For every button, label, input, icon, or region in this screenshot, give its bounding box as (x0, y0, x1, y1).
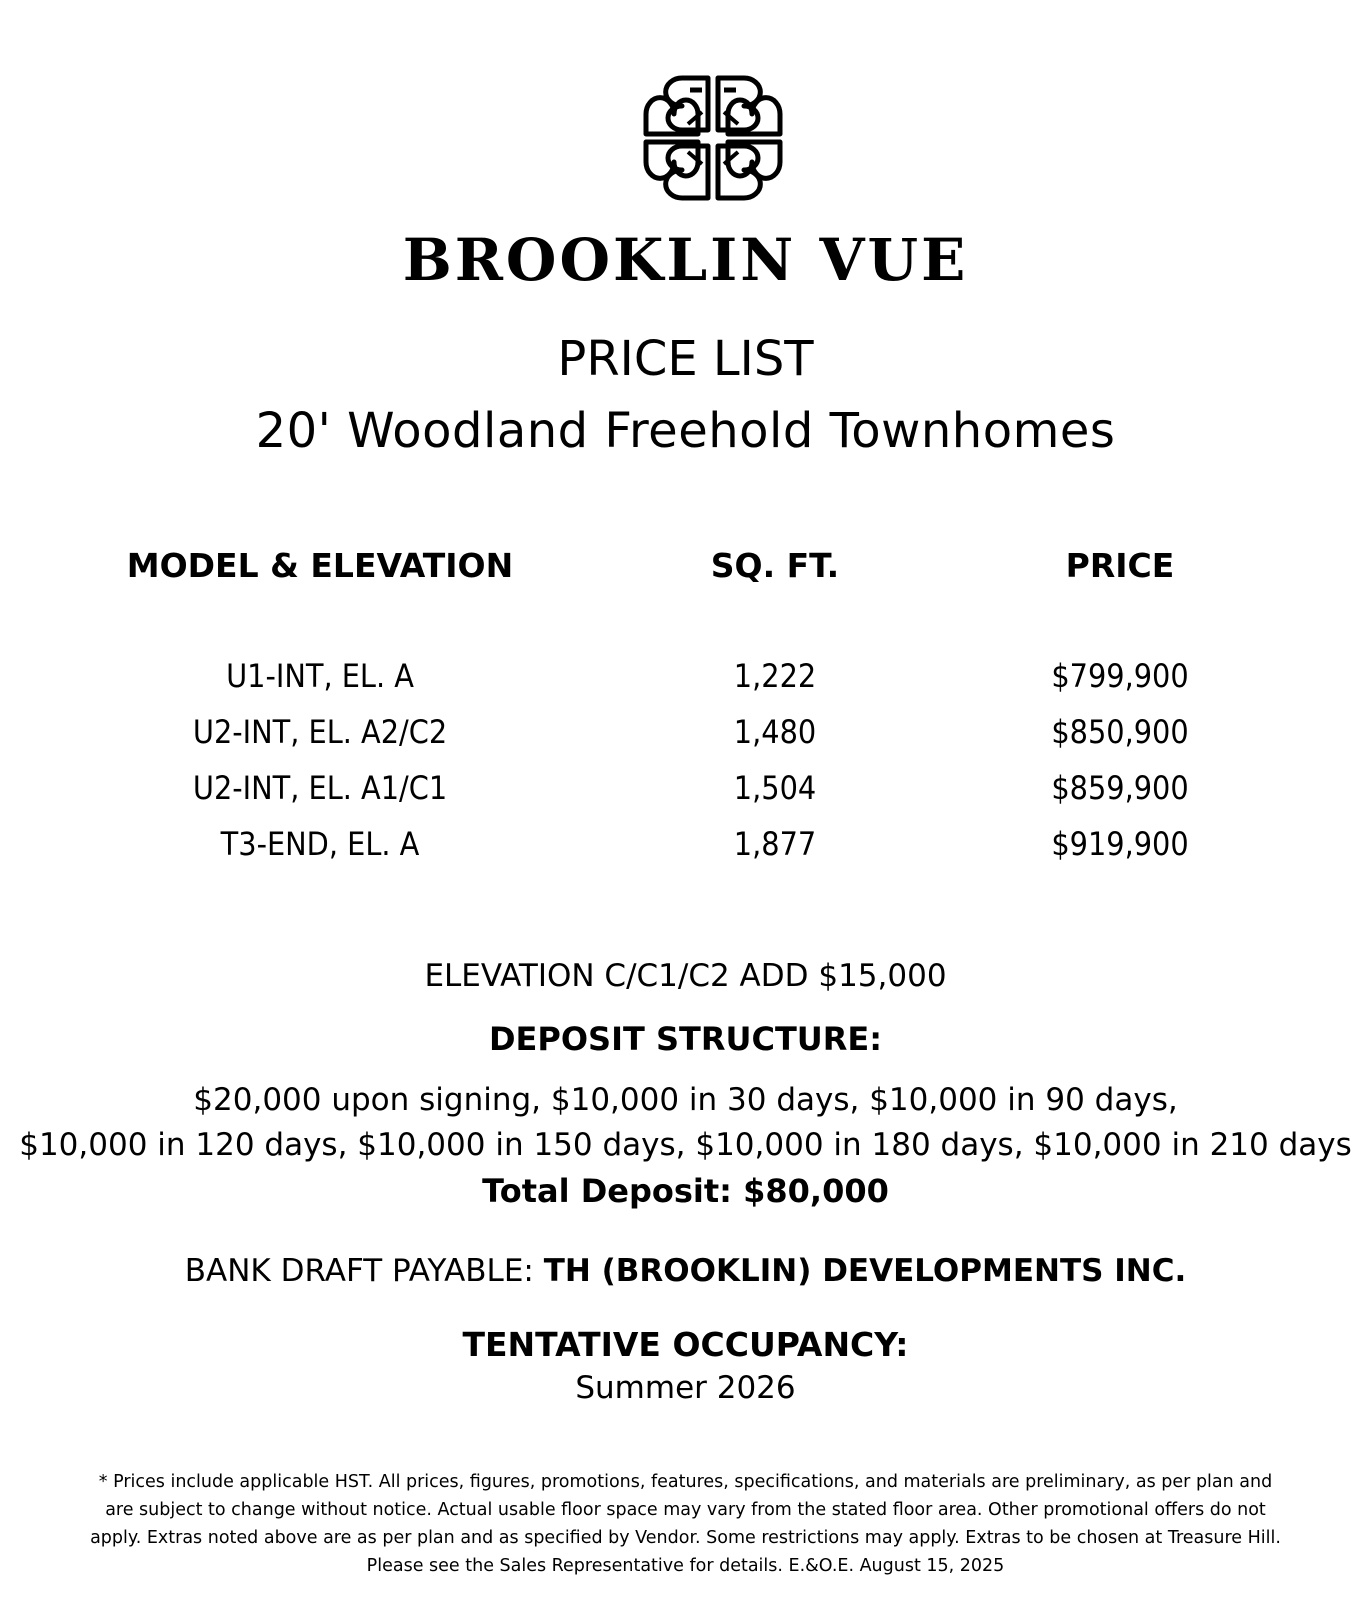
bank-draft (0, 1253, 1371, 1289)
row-price: $919,900 (1051, 825, 1189, 863)
header-model: MODEL & ELEVATION (126, 546, 514, 585)
disclaimer-line-3: apply. Extras noted above are as per plan and as specified by Vendor. Some restrictions may apply. Extras to be chosen at Treasure Hill. (90, 1528, 1281, 1548)
page-subtitle: 20' Woodland Freehold Townhomes (255, 403, 1116, 459)
price-table (0, 657, 1371, 881)
header-price: PRICE (1065, 546, 1175, 585)
brand-name: BROOKLIN VUE (402, 226, 969, 294)
page-title: PRICE LIST (557, 331, 814, 387)
table-row (0, 769, 1371, 825)
row-model: T3-END, EL. A (220, 825, 420, 863)
row-price: $799,900 (1051, 657, 1189, 695)
deposit-total: Total Deposit: $80,000 (482, 1172, 889, 1210)
disclaimer (60, 1468, 1311, 1580)
occupancy-value: Summer 2026 (575, 1370, 796, 1406)
header-sqft: SQ. FT. (710, 546, 840, 585)
row-price: $859,900 (1051, 769, 1189, 807)
deposit-line-2: $10,000 in 120 days, $10,000 in 150 days, $10,000 in 180 days, $10,000 in 210 days (19, 1127, 1352, 1163)
bank-draft-label: BANK DRAFT PAYABLE: (184, 1253, 534, 1289)
table-row (0, 713, 1371, 769)
row-price: $850,900 (1051, 713, 1189, 751)
row-sqft: 1,504 (733, 769, 817, 807)
row-model: U1-INT, EL. A (226, 657, 414, 695)
table-row (0, 825, 1371, 881)
row-sqft: 1,480 (733, 713, 817, 751)
elevation-note: ELEVATION C/C1/C2 ADD $15,000 (424, 958, 947, 994)
disclaimer-line-4: Please see the Sales Representative for details. E.&O.E. August 15, 2025 (366, 1556, 1005, 1576)
brooklin-vue-crest-icon (638, 70, 788, 206)
row-sqft: 1,877 (733, 825, 817, 863)
table-row (0, 657, 1371, 713)
row-model: U2-INT, EL. A1/C1 (192, 769, 448, 807)
deposit-heading: DEPOSIT STRUCTURE: (488, 1020, 883, 1058)
deposit-line-1: $20,000 upon signing, $10,000 in 30 days, $10,000 in 90 days, (193, 1082, 1178, 1118)
row-sqft: 1,222 (733, 657, 817, 695)
disclaimer-line-2: are subject to change without notice. Actual usable floor space may vary from the stated floor area. Other promotional offers do not (105, 1500, 1266, 1520)
bank-draft-payee: TH (BROOKLIN) DEVELOPMENTS INC. (543, 1253, 1187, 1289)
row-model: U2-INT, EL. A2/C2 (192, 713, 448, 751)
occupancy-heading: TENTATIVE OCCUPANCY: (462, 1325, 909, 1364)
disclaimer-line-1: * Prices include applicable HST. All prices, figures, promotions, features, specifications, and materials are preliminary, as per plan and (98, 1472, 1273, 1492)
